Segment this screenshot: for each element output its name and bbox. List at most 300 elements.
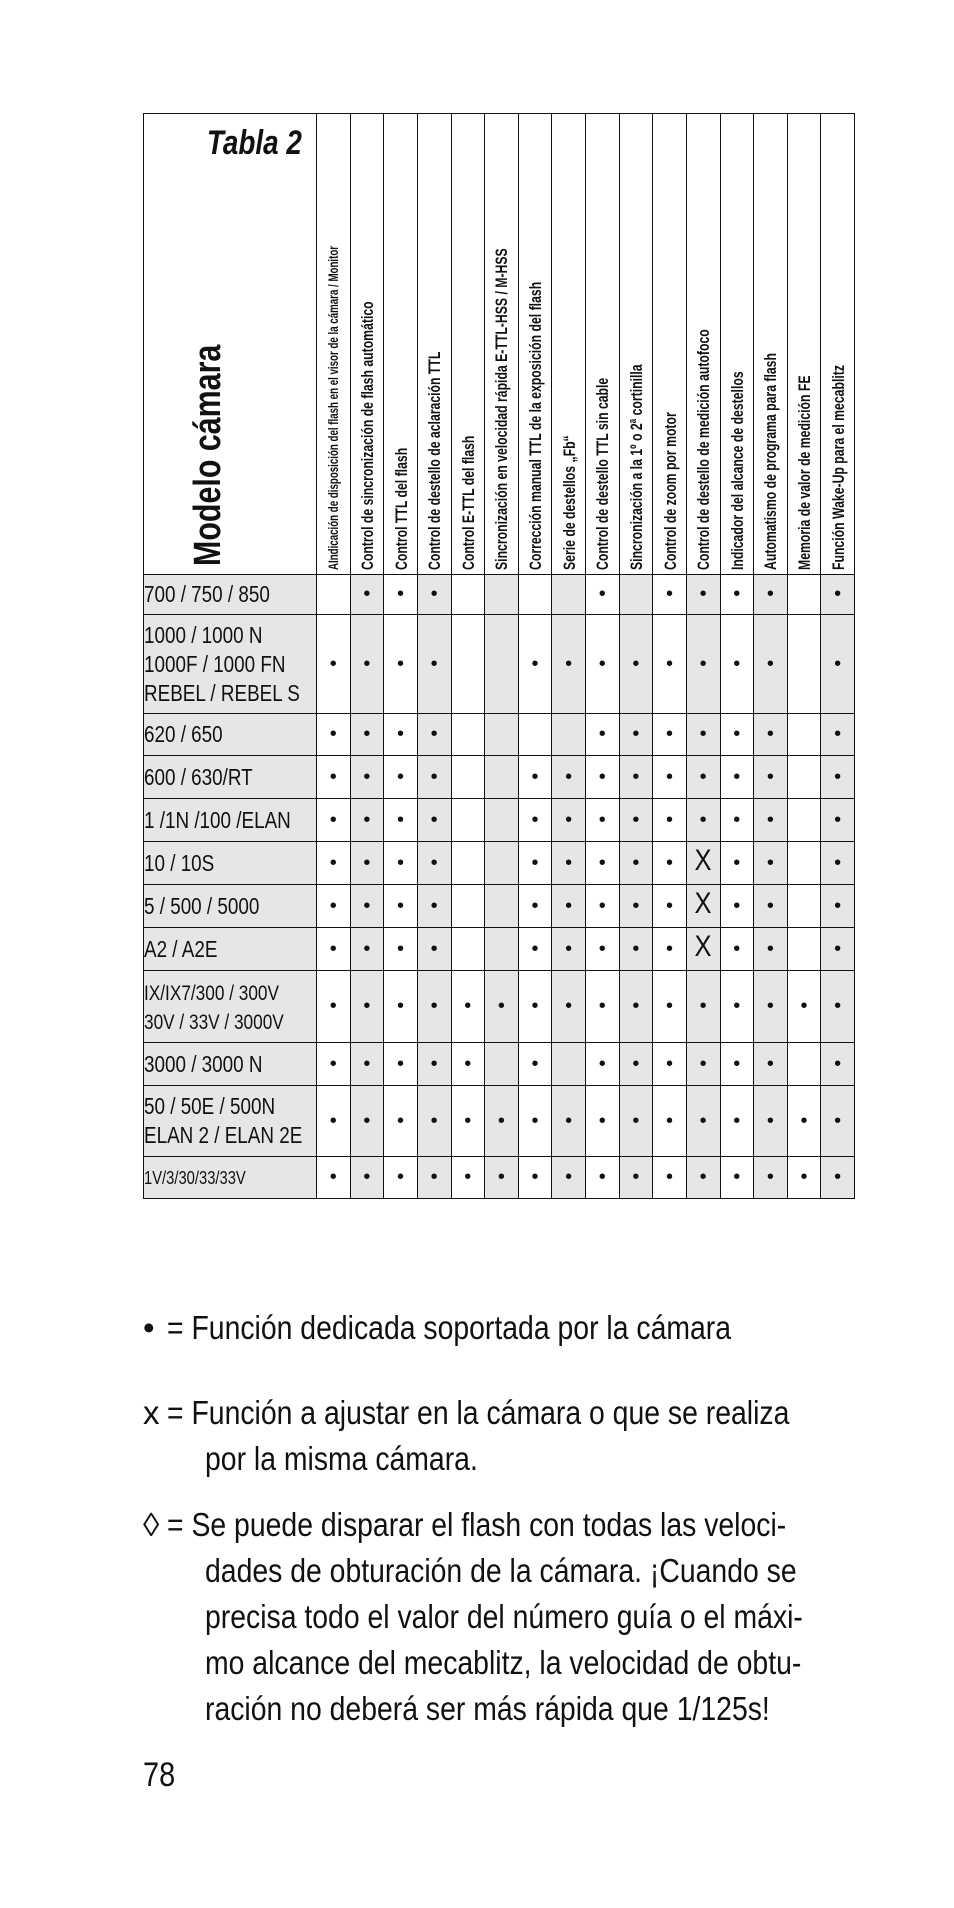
camera-model-cell: [144, 799, 317, 842]
support-dot: •: [766, 937, 774, 960]
dot-cell: [350, 615, 384, 714]
dot-cell: [384, 799, 418, 842]
support-dot: •: [363, 1109, 371, 1132]
empty-cell: [787, 756, 821, 799]
support-dot: •: [430, 808, 438, 831]
support-dot: •: [397, 723, 405, 745]
camera-model-line: IX/IX7/300 / 300V: [144, 981, 279, 1005]
empty-cell: [451, 575, 485, 615]
dot-cell: [821, 928, 855, 971]
empty-cell: [317, 575, 351, 615]
support-dot: •: [497, 1166, 505, 1188]
support-dot: •: [397, 808, 405, 831]
x-mark-cell: [686, 842, 720, 885]
support-dot: •: [397, 583, 405, 605]
function-header-label: Control de destello de medición autofoco: [694, 329, 714, 570]
support-dot: •: [363, 765, 371, 788]
dot-cell: [317, 799, 351, 842]
dot-cell: [686, 1157, 720, 1199]
camera-model-line: 1 /1N /100 /ELAN: [144, 806, 291, 833]
function-header-13: [720, 114, 754, 575]
camera-model-line: 1000F / 1000 FN: [144, 650, 286, 677]
legend-text-line: precisa todo el valor del número guía o el máxi-: [205, 1598, 803, 1635]
dot-cell: [317, 1157, 351, 1199]
support-dot: •: [699, 995, 707, 1017]
support-dot: •: [834, 1052, 842, 1075]
support-dot: •: [733, 1166, 741, 1188]
empty-cell: [485, 799, 519, 842]
dot-cell: [821, 714, 855, 756]
dot-cell: [417, 928, 451, 971]
support-dot: •: [834, 894, 842, 917]
table-row: [144, 615, 855, 714]
support-dot: •: [632, 1166, 640, 1188]
dot-cell: [821, 1086, 855, 1157]
support-dot: •: [598, 583, 606, 605]
camera-model-line: 1V/3/30/33/33V: [144, 1168, 246, 1188]
dot-cell: [821, 885, 855, 928]
empty-cell: [787, 615, 821, 714]
support-dot: •: [834, 1166, 842, 1188]
legend-symbol: x: [143, 1394, 160, 1431]
dot-cell: [586, 714, 620, 756]
dot-cell: [720, 714, 754, 756]
support-dot: •: [329, 765, 337, 788]
dot-cell: [384, 756, 418, 799]
table-row: [144, 756, 855, 799]
dot-cell: [720, 1043, 754, 1086]
empty-cell: [485, 756, 519, 799]
function-header-label: Memoria de valor de medición FE: [795, 375, 815, 570]
dot-cell: [417, 1043, 451, 1086]
dot-cell: [821, 842, 855, 885]
dot-cell: [384, 1086, 418, 1157]
support-dot: •: [733, 894, 741, 917]
function-header-11: [653, 114, 687, 575]
support-dot: •: [497, 1109, 505, 1132]
dot-cell: [485, 1157, 519, 1199]
dot-cell: [619, 971, 653, 1043]
dot-cell: [686, 971, 720, 1043]
dot-cell: [518, 756, 552, 799]
support-dot: •: [397, 851, 405, 874]
dot-cell: [384, 1157, 418, 1199]
dot-cell: [518, 1086, 552, 1157]
camera-model-cell: [144, 615, 317, 714]
support-dot: •: [766, 583, 774, 605]
support-dot: •: [430, 851, 438, 874]
camera-model-cell: [144, 575, 317, 615]
support-dot: •: [834, 1109, 842, 1132]
support-dot: •: [632, 894, 640, 917]
dot-cell: [821, 615, 855, 714]
legend-text-line: por la misma cámara.: [205, 1440, 478, 1477]
dot-cell: [720, 971, 754, 1043]
support-dot: •: [329, 1166, 337, 1188]
dot-cell: [586, 1043, 620, 1086]
support-dot: •: [632, 808, 640, 831]
support-dot: •: [598, 808, 606, 831]
support-dot: •: [766, 1052, 774, 1075]
dot-cell: [317, 885, 351, 928]
support-dot: •: [666, 937, 674, 960]
empty-cell: [619, 575, 653, 615]
dot-cell: [552, 799, 586, 842]
support-dot: •: [766, 995, 774, 1017]
support-dot: •: [565, 1109, 573, 1132]
dot-cell: [485, 971, 519, 1043]
dot-cell: [451, 1086, 485, 1157]
camera-model-line: 10 / 10S: [144, 849, 215, 876]
support-dot: •: [632, 995, 640, 1017]
support-dot: •: [598, 723, 606, 745]
support-dot: •: [430, 583, 438, 605]
camera-model-line: 700 / 750 / 850: [144, 581, 270, 607]
table-row: [144, 714, 855, 756]
support-dot: •: [565, 851, 573, 874]
empty-cell: [552, 1043, 586, 1086]
dot-cell: [754, 928, 788, 971]
support-dot: •: [397, 652, 405, 675]
support-dot: •: [766, 851, 774, 874]
function-header-8: [552, 114, 586, 575]
support-dot: •: [834, 652, 842, 675]
dot-cell: [552, 756, 586, 799]
support-dot: •: [329, 937, 337, 960]
support-dot: •: [329, 851, 337, 874]
support-dot: •: [598, 1109, 606, 1132]
camera-model-cell: [144, 1043, 317, 1086]
table-row: [144, 885, 855, 928]
support-dot: •: [699, 1109, 707, 1132]
compatibility-table: [143, 113, 855, 1199]
support-dot: •: [666, 765, 674, 788]
empty-cell: [787, 885, 821, 928]
empty-cell: [787, 575, 821, 615]
support-dot: •: [363, 583, 371, 605]
dot-cell: [451, 971, 485, 1043]
support-dot: •: [329, 995, 337, 1017]
empty-cell: [518, 575, 552, 615]
support-dot: •: [397, 1109, 405, 1132]
empty-cell: [485, 885, 519, 928]
empty-cell: [787, 714, 821, 756]
support-dot: •: [699, 808, 707, 831]
dot-cell: [384, 928, 418, 971]
support-dot: •: [666, 894, 674, 917]
dot-cell: [686, 615, 720, 714]
support-dot: •: [632, 937, 640, 960]
support-dot: •: [363, 723, 371, 745]
support-dot: •: [800, 1166, 808, 1188]
empty-cell: [485, 928, 519, 971]
dot-cell: [552, 928, 586, 971]
dot-cell: [417, 756, 451, 799]
camera-model-line: REBEL / REBEL S: [144, 679, 300, 706]
support-dot: •: [363, 808, 371, 831]
dot-cell: [653, 799, 687, 842]
support-dot: •: [632, 723, 640, 745]
dot-cell: [350, 714, 384, 756]
dot-cell: [686, 756, 720, 799]
dot-cell: [686, 799, 720, 842]
function-header-label: AIndicación de disposición del flash en el visor de la cámara / Monitor: [326, 245, 342, 570]
dot-cell: [417, 971, 451, 1043]
dot-cell: [686, 1086, 720, 1157]
function-header-label: Serie de destellos „Fb“: [559, 435, 579, 570]
support-dot: •: [565, 652, 573, 675]
dot-cell: [417, 885, 451, 928]
support-dot: •: [329, 1109, 337, 1132]
support-dot: •: [363, 937, 371, 960]
function-header-label: Control de sincronización de flash automático: [357, 301, 377, 570]
empty-cell: [485, 842, 519, 885]
support-dot: •: [363, 1052, 371, 1075]
dot-cell: [686, 575, 720, 615]
dot-cell: [417, 575, 451, 615]
dot-cell: [619, 756, 653, 799]
dot-cell: [350, 1157, 384, 1199]
empty-cell: [451, 842, 485, 885]
dot-cell: [787, 1157, 821, 1199]
support-dot: •: [565, 808, 573, 831]
x-mark-cell: [686, 928, 720, 971]
dot-cell: [586, 885, 620, 928]
dot-cell: [619, 842, 653, 885]
support-dot: •: [531, 1109, 539, 1132]
function-header-3: [384, 114, 418, 575]
dot-cell: [317, 756, 351, 799]
dot-cell: [720, 928, 754, 971]
function-header-label: Sincronización a la 1º o 2ª cortinilla: [626, 364, 646, 570]
dot-cell: [720, 842, 754, 885]
support-dot: •: [834, 723, 842, 745]
support-dot: •: [531, 652, 539, 675]
dot-cell: [586, 971, 620, 1043]
support-dot: •: [766, 1166, 774, 1188]
dot-cell: [417, 1086, 451, 1157]
dot-cell: [552, 1157, 586, 1199]
empty-cell: [485, 1043, 519, 1086]
support-dot: •: [531, 808, 539, 831]
function-header-label: Corrección manual TTL de la exposición del flash: [526, 281, 546, 570]
dot-cell: [518, 885, 552, 928]
function-header-label: Control de destello de aclaración TTL: [425, 351, 445, 570]
dot-cell: [586, 799, 620, 842]
dot-cell: [552, 1086, 586, 1157]
support-dot: •: [733, 765, 741, 788]
support-dot: •: [363, 851, 371, 874]
support-dot: •: [666, 723, 674, 745]
support-dot: •: [397, 1166, 405, 1188]
dot-cell: [317, 714, 351, 756]
empty-cell: [451, 928, 485, 971]
empty-cell: [787, 1043, 821, 1086]
empty-cell: [485, 615, 519, 714]
support-dot: •: [531, 1166, 539, 1188]
dot-cell: [720, 1157, 754, 1199]
support-dot: •: [430, 652, 438, 675]
table-row: [144, 971, 855, 1043]
support-dot: •: [329, 652, 337, 675]
legend-text-line: = Función a ajustar en la cámara o que se realiza: [167, 1394, 790, 1431]
support-dot: •: [699, 1052, 707, 1075]
support-dot: •: [733, 1109, 741, 1132]
legend-item: [143, 1305, 863, 1351]
legend-symbol: •: [143, 1309, 155, 1346]
dot-cell: [552, 885, 586, 928]
dot-cell: [653, 971, 687, 1043]
support-dot: •: [733, 937, 741, 960]
support-dot: •: [800, 995, 808, 1017]
camera-model-line: 600 / 630/RT: [144, 763, 253, 790]
dot-cell: [384, 575, 418, 615]
support-dot: •: [430, 995, 438, 1017]
dot-cell: [518, 799, 552, 842]
dot-cell: [754, 714, 788, 756]
x-mark: X: [694, 929, 712, 963]
dot-cell: [518, 615, 552, 714]
dot-cell: [384, 1043, 418, 1086]
dot-cell: [384, 842, 418, 885]
dot-cell: [384, 714, 418, 756]
camera-model-line: ELAN 2 / ELAN 2E: [144, 1122, 303, 1148]
dot-cell: [586, 1157, 620, 1199]
table-body: [144, 575, 855, 1199]
support-dot: •: [766, 808, 774, 831]
dot-cell: [653, 885, 687, 928]
support-dot: •: [666, 808, 674, 831]
support-dot: •: [632, 765, 640, 788]
legend-text-line: ración no deberá ser más rápida que 1/125s!: [205, 1690, 770, 1727]
support-dot: •: [430, 937, 438, 960]
support-dot: •: [397, 995, 405, 1017]
support-dot: •: [531, 995, 539, 1017]
dot-cell: [619, 885, 653, 928]
empty-cell: [787, 842, 821, 885]
empty-cell: [485, 575, 519, 615]
support-dot: •: [598, 894, 606, 917]
support-dot: •: [733, 723, 741, 745]
dot-cell: [619, 714, 653, 756]
table-row: [144, 799, 855, 842]
dot-cell: [518, 928, 552, 971]
x-mark: X: [694, 886, 712, 920]
support-dot: •: [598, 765, 606, 788]
camera-model-cell: [144, 885, 317, 928]
support-dot: •: [666, 851, 674, 874]
support-dot: •: [699, 1166, 707, 1188]
support-dot: •: [329, 723, 337, 745]
dot-cell: [754, 615, 788, 714]
dot-cell: [686, 1043, 720, 1086]
dot-cell: [586, 928, 620, 971]
support-dot: •: [632, 1109, 640, 1132]
dot-cell: [821, 799, 855, 842]
legend-text-line: mo alcance del mecablitz, la velocidad de obtu-: [205, 1644, 802, 1681]
support-dot: •: [834, 808, 842, 831]
dot-cell: [653, 714, 687, 756]
dot-cell: [821, 971, 855, 1043]
support-dot: •: [329, 808, 337, 831]
support-dot: •: [766, 723, 774, 745]
dot-cell: [619, 615, 653, 714]
support-dot: •: [699, 652, 707, 675]
dot-cell: [821, 1043, 855, 1086]
dot-cell: [619, 1157, 653, 1199]
dot-cell: [619, 1043, 653, 1086]
support-dot: •: [531, 851, 539, 874]
empty-cell: [451, 799, 485, 842]
camera-model-cell: [144, 1157, 317, 1199]
table-row: [144, 575, 855, 615]
dot-cell: [653, 1043, 687, 1086]
support-dot: •: [632, 652, 640, 675]
dot-cell: [821, 1157, 855, 1199]
support-dot: •: [430, 1109, 438, 1132]
dot-cell: [586, 756, 620, 799]
support-dot: •: [598, 937, 606, 960]
table-row: [144, 1086, 855, 1157]
empty-cell: [451, 714, 485, 756]
support-dot: •: [598, 851, 606, 874]
table-row: [144, 928, 855, 971]
dot-cell: [619, 928, 653, 971]
dot-cell: [821, 575, 855, 615]
support-dot: •: [531, 894, 539, 917]
support-dot: •: [497, 995, 505, 1017]
support-dot: •: [598, 1166, 606, 1188]
dot-cell: [518, 1157, 552, 1199]
support-dot: •: [766, 894, 774, 917]
support-dot: •: [329, 894, 337, 917]
legend-text-line: dades de obturación de la cámara. ¡Cuando se: [205, 1552, 797, 1589]
function-header-10: [619, 114, 653, 575]
model-column-header: Tabla 2 Modelo cámara: [144, 114, 317, 575]
function-header-label: Control de zoom por motor: [660, 412, 680, 570]
support-dot: •: [531, 1052, 539, 1075]
dot-cell: [586, 842, 620, 885]
function-header-6: [485, 114, 519, 575]
support-dot: •: [834, 937, 842, 960]
support-dot: •: [766, 1109, 774, 1132]
support-dot: •: [598, 1052, 606, 1075]
dot-cell: [586, 575, 620, 615]
support-dot: •: [464, 995, 472, 1017]
table-row: [144, 1157, 855, 1199]
legend-text-line: = Función dedicada soportada por la cámara: [167, 1309, 732, 1346]
dot-cell: [417, 1157, 451, 1199]
function-header-14: [754, 114, 788, 575]
empty-cell: [787, 928, 821, 971]
support-dot: •: [430, 1052, 438, 1075]
dot-cell: [518, 1043, 552, 1086]
dot-cell: [485, 1086, 519, 1157]
support-dot: •: [397, 937, 405, 960]
camera-model-cell: [144, 928, 317, 971]
dot-cell: [552, 971, 586, 1043]
dot-cell: [317, 842, 351, 885]
support-dot: •: [699, 723, 707, 745]
dot-cell: [384, 615, 418, 714]
support-dot: •: [800, 1109, 808, 1132]
dot-cell: [552, 615, 586, 714]
function-header-label: Sincronización en velocidad rápida E-TTL-HSS / M-HSS: [492, 248, 512, 570]
support-dot: •: [733, 808, 741, 831]
dot-cell: [787, 971, 821, 1043]
support-dot: •: [565, 937, 573, 960]
camera-model-cell: [144, 842, 317, 885]
